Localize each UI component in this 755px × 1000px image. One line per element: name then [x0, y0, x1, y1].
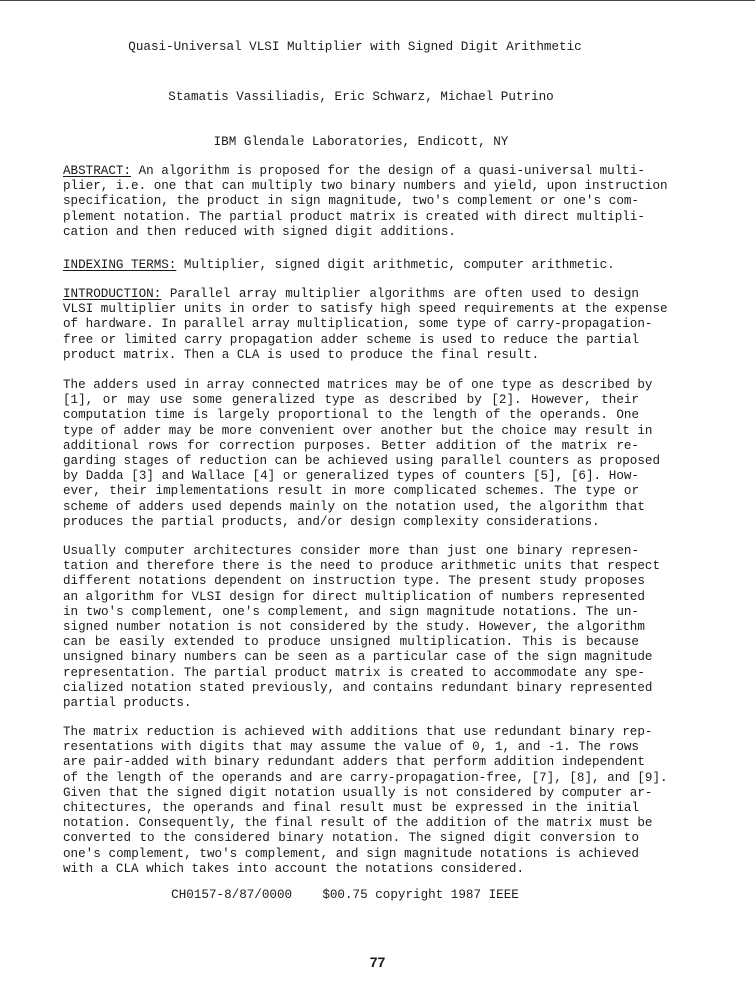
copyright-footer: CH0157-8/87/0000 $00.75 copyright 1987 IEEE — [171, 888, 519, 902]
text-line: additional rows for correction purposes. Better addition of the matrix re- — [63, 438, 639, 453]
text-line: garding stages of reduction can be achieved using parallel counters as proposed — [63, 453, 661, 468]
text-line: resentations with digits that may assume the value of 0, 1, and -1. The rows — [63, 740, 639, 755]
text-line: are pair-added with binary redundant adders that perform addition independent — [63, 755, 645, 770]
introduction-paragraph-2 — [63, 378, 661, 530]
introduction-paragraph-1: INTRODUCTION: Parallel array multiplier algorithms are often used to design VLSI multiplier units in order to satisfy high speed requirements at the expense of hardware. In parallel array multiplication, some type of carry-propagation- free or limited carry propagation adder scheme is used to reduce the partial product matrix. Then a CLA is used to produce the final result. — [63, 287, 668, 362]
text-line: [1], or may use some generalized type as described by [2]. However, their — [63, 393, 639, 408]
text-line: chitectures, the operands and final result must be expressed in the initial — [63, 800, 639, 815]
indexing-terms: INDEXING TERMS: Multiplier, signed digit arithmetic, computer arithmetic. — [63, 258, 615, 272]
text-line: produces the partial products, and/or design complexity considerations. — [63, 514, 600, 529]
text-line: signed number notation is not considered by the study. However, the algorithm — [63, 619, 645, 634]
text-line: notation. Consequently, the final result of the addition of the matrix must be — [63, 816, 653, 831]
text-line: ever, their implementations result in more complicated schemes. The type or — [63, 484, 639, 499]
text-line: cialized notation stated previously, and contains redundant binary represented — [63, 680, 653, 695]
text-line: an algorithm for VLSI design for direct multiplication of numbers represented — [63, 589, 645, 604]
text-line: in two's complement, one's complement, and sign magnitude notations. The un- — [63, 604, 639, 619]
text-line: type of adder may be more convenient over another but the choice may result in — [63, 423, 653, 438]
text-line: by Dadda [3] and Wallace [4] or generalized types of counters [5], [6]. How- — [63, 469, 639, 484]
text-line: with a CLA which takes into account the notations considered. — [63, 861, 525, 876]
introduction-paragraph-3 — [63, 544, 661, 711]
text-line: of the length of the operands and are carry-propagation-free, [7], [8], and [9]. — [63, 770, 668, 785]
text-line: partial products. — [63, 695, 192, 710]
introduction-heading: INTRODUCTION: — [63, 287, 162, 301]
text-line: tation and therefore there is the need to produce arithmetic units that respect — [63, 559, 661, 574]
page-number: 77 — [369, 954, 386, 970]
text-line: converted to the considered binary notation. The signed digit conversion to — [63, 831, 639, 846]
text-line: representation. The partial product matrix is created to accommodate any spe- — [63, 665, 645, 680]
text-line: computation time is largely proportional to the length of the operands. One — [63, 408, 639, 423]
abstract-heading: ABSTRACT: — [63, 164, 132, 178]
text-line: can be easily extended to produce unsigned multiplication. This is because — [63, 635, 639, 650]
text-line: Usually computer architectures consider more than just one binary represen- — [63, 544, 639, 558]
introduction-paragraph-4 — [63, 725, 668, 877]
text-line: The matrix reduction is achieved with additions that use redundant binary rep- — [63, 725, 653, 739]
affiliation: IBM Glendale Laboratories, Endicott, NY — [213, 135, 509, 149]
authors: Stamatis Vassiliadis, Eric Schwarz, Michael Putrino — [168, 90, 554, 104]
text-line: Given that the signed digit notation usually is not considered by computer ar- — [63, 785, 653, 800]
paper-title: Quasi-Universal VLSI Multiplier with Signed Digit Arithmetic — [128, 40, 582, 54]
page-top-border — [0, 0, 755, 1]
text-line: The adders used in array connected matrices may be of one type as described by — [63, 378, 653, 392]
text-line: unsigned binary numbers can be seen as a particular case of the sign magnitude — [63, 650, 653, 665]
indexing-heading: INDEXING TERMS: — [63, 258, 177, 272]
text-line: scheme of adders used depends mainly on the notation used, the algorithm that — [63, 499, 645, 514]
text-line: different notations dependent on instruction type. The present study proposes — [63, 574, 645, 589]
abstract: ABSTRACT: An algorithm is proposed for the design of a quasi-universal multi- plier, i.e. one that can multiply two binary numbers and yield, upon instruction specification, the product in sign magnitude, two's complement or one's com- plement notation. The partial product matrix is created with direct multipli- cation and then reduced with signed digit additions. — [63, 164, 668, 239]
text-line: one's complement, two's complement, and sign magnitude notations is achieved — [63, 846, 639, 861]
